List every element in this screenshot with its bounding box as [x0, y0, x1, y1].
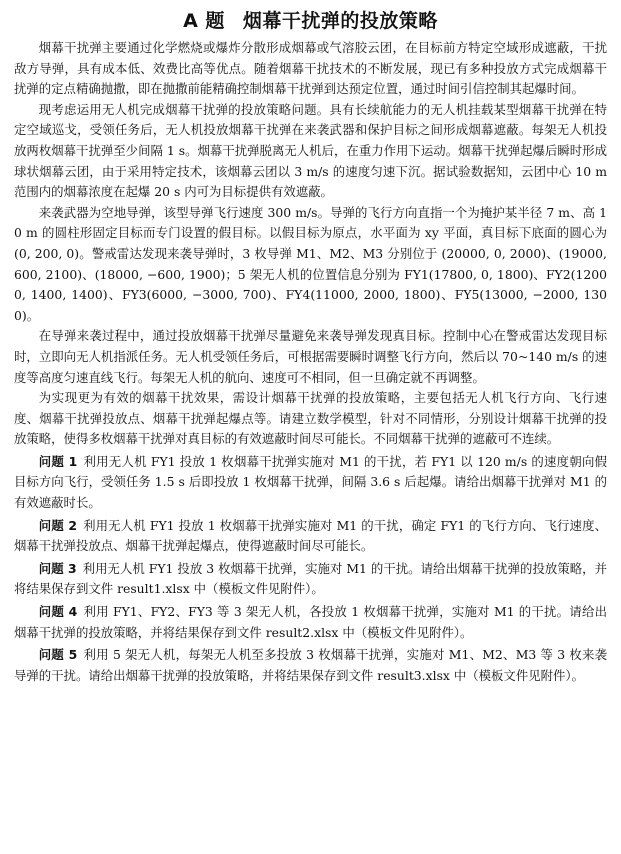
question-2-label: 问题 2	[38, 517, 77, 533]
question-4	[14, 602, 607, 643]
question-1-text: 利用无人机 FY1 投放 1 枚烟幕干扰弹实施对 M1 的干扰，若 FY1 以 120 m/s 的速度朝向假目标方向飞行，受领任务 1.5 s 后即投放 1 枚烟幕干扰弹，间隔 3.6 s 后起爆。请给出烟幕干扰弹对 M1 的有效遮蔽时长。	[14, 453, 607, 511]
question-4-text: 利用 FY1、FY2、FY3 等 3 架无人机，各投放 1 枚烟幕干扰弹，实施对 M1 的干扰。请给出烟幕干扰弹的投放策略，并将结果保存到文件 result2.xlsx 中（模板文件见附件）。	[14, 604, 608, 640]
page-title	[14, 8, 607, 34]
question-3-label: 问题 3	[38, 560, 77, 576]
question-5-label: 问题 5	[38, 647, 78, 663]
question-5	[14, 645, 607, 686]
objective-paragraph: 为实现更为有效的烟幕干扰效果，需设计烟幕干扰弹的投放策略，主要包括无人机飞行方向、飞行速度、烟幕干扰弹投放点、烟幕干扰弹起爆点等。请建立数学模型，针对不同情形，分别设计烟幕干扰弹的投放策略，使得多枚烟幕干扰弹对真目标的有效遮蔽时间尽可能长。不同烟幕干扰弹的遮蔽可不连续。	[14, 390, 607, 447]
positions-paragraph: 来袭武器为空地导弹，该型导弹飞行速度 300 m/s。导弹的飞行方向直指一个为掩护某半径 7 m、高 10 m 的圆柱形固定目标而专门设置的假目标。以假目标为原点，水平面为 xy 平面，真目标下底面的圆心为 (0, 200, 0)。警戒雷达发现来袭导弹时，3 枚导弹 M1、M2、M3 分别位于 (20000, 0, 2000)、(19000, 600, 2100)、(18000, −600, 1900)；5 架无人机的位置信息分别为 FY1(17800, 0, 1800)、FY2(12000, 1400, 1400)、FY3(6000, −3000, 700)、FY4(11000, 2000, 1800)、FY5(13000, −2000, 1300)。	[14, 204, 607, 323]
question-5-text: 利用 5 架无人机，每架无人机至多投放 3 枚烟幕干扰弹，实施对 M1、M2、M3 等 3 枚来袭导弹的干扰。请给出烟幕干扰弹的投放策略，并将结果保存到文件 result3.xlsx 中（模板文件见附件）。	[14, 647, 608, 683]
question-2	[14, 516, 607, 557]
question-1	[14, 452, 607, 514]
question-2-text: 利用无人机 FY1 投放 1 枚烟幕干扰弹实施对 M1 的干扰，确定 FY1 的飞行方向、飞行速度、烟幕干扰弹投放点、烟幕干扰弹起爆点，使得遮蔽时间尽可能长。	[14, 517, 607, 554]
question-3	[14, 559, 607, 600]
question-4-label: 问题 4	[38, 604, 78, 620]
intro-paragraph: 烟幕干扰弹主要通过化学燃烧或爆炸分散形成烟幕或气溶胶云团，在目标前方特定空域形成遮蔽，干扰敌方导弹，具有成本低、效费比高等优点。随着烟幕干扰技术的不断发展，现已有多种投放方式完成烟幕干扰弹的定点精确抛撒，即在抛撒前能精确控制烟幕干扰弹到达预定位置，通过时间引信控制其起爆时间。	[14, 40, 607, 97]
question-3-text: 利用无人机 FY1 投放 3 枚烟幕干扰弹，实施对 M1 的干扰。请给出烟幕干扰弹的投放策略，并将结果保存到文件 result1.xlsx 中（模板文件见附件）。	[14, 560, 607, 597]
question-1-label: 问题 1	[38, 453, 78, 469]
problem-label: A 题	[183, 10, 225, 32]
task-paragraph: 在导弹来袭过程中，通过投放烟幕干扰弹尽量避免来袭导弹发现真目标。控制中心在警戒雷达发现目标时，立即向无人机指派任务。无人机受领任务后，可根据需要瞬时调整飞行方向，然后以 70~140 m/s 的速度等高度匀速直线飞行。每架无人机的航向、速度可不相同，但一旦确定就不再调整。	[14, 328, 607, 385]
problem-title: 烟幕干扰弹的投放策略	[242, 10, 438, 32]
scenario-paragraph: 现考虑运用无人机完成烟幕干扰弹的投放策略问题。具有长续航能力的无人机挂载某型烟幕干扰弹在特定空域巡戈，受领任务后，无人机投放烟幕干扰弹在来袭武器和保护目标之间形成烟幕遮蔽。每架无人机投放两枚烟幕干扰弹至少间隔 1 s。烟幕干扰弹脱离无人机后，在重力作用下运动。烟幕干扰弹起爆后瞬时形成球状烟幕云团，由于采用特定技术，该烟幕云团以 3 m/s 的速度匀速下沉。据试验数据知，云团中心 10 m 范围内的烟幕浓度在起爆 20 s 内可为目标提供有效遮蔽。	[14, 101, 607, 200]
